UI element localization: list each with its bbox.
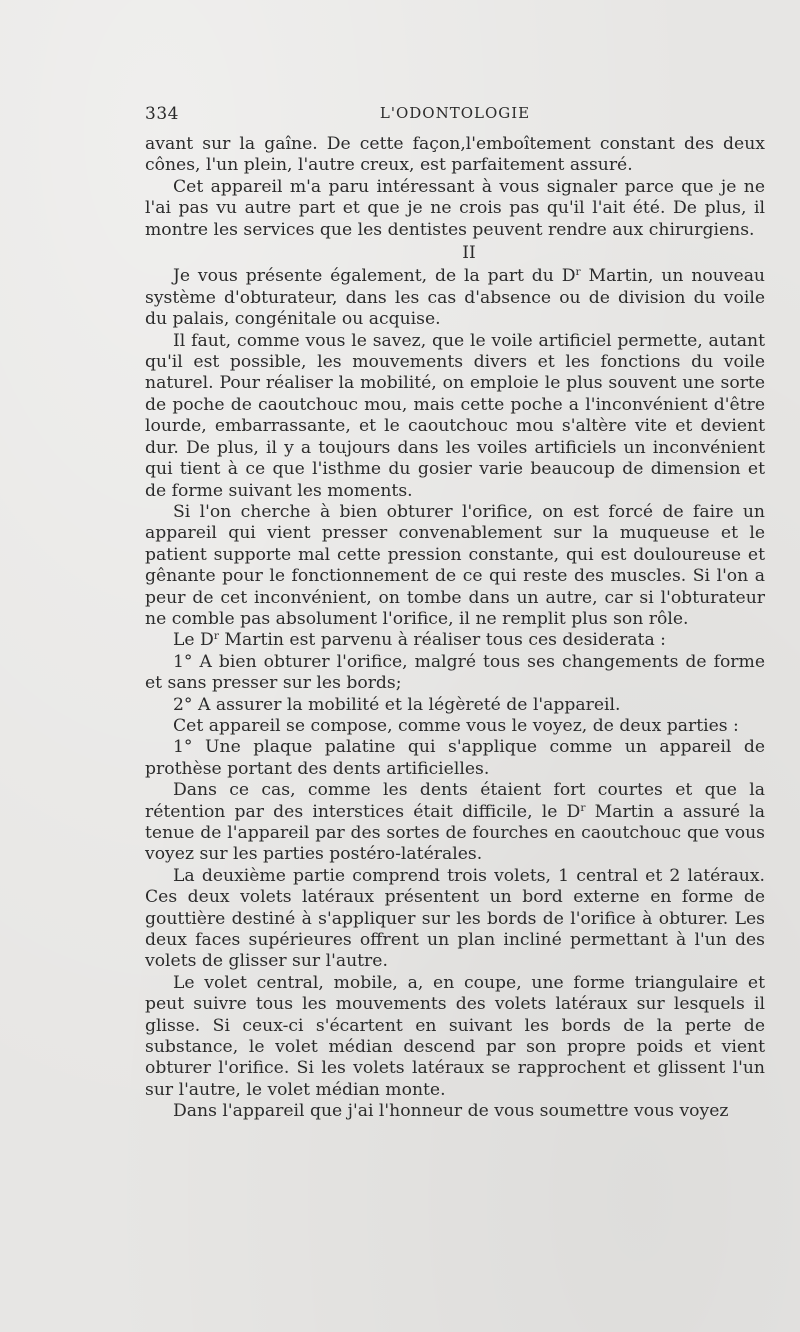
text-run: Dans ce cas, comme les dents étaient fort courtes et que la rétention par des interstices était difficile, le D — [145, 780, 765, 822]
section-numeral: II — [462, 243, 476, 264]
paragraph: avant sur la gaîne. De cette façon,l'emboîtement constant des deux cônes, l'un plein, l'autre creux, est parfaitement assuré. — [145, 134, 765, 176]
paragraph: Dans l'appareil que j'ai l'honneur de vous soumettre vous voyez — [173, 1101, 729, 1122]
superscript: r — [213, 629, 219, 643]
text-run: Martin, un nouveau système d'obturateur, dans les cas d'absence ou de division du voile du palais, congénitale ou acquise. — [145, 266, 766, 330]
paragraph — [145, 630, 765, 651]
superscript: r — [580, 800, 586, 814]
running-title: L'ODONTOLOGIE — [379, 104, 531, 122]
text-run: Martin est parvenu à réaliser tous ces desiderata : — [218, 630, 666, 651]
paragraph: 2° A assurer la mobilité et la légèreté de l'appareil. — [173, 694, 621, 715]
page-header — [145, 104, 765, 128]
paragraph: Cet appareil m'a paru intéressant à vous signaler parce que je ne l'ai pas vu autre part et que je ne crois pas qu'il l'ait été. De plus, il montre les services que les dentistes peuvent rendre aux chirurgiens. — [145, 176, 765, 240]
paragraph: Il faut, comme vous le savez, que le voile artificiel permette, autant qu'il est possible, les mouvements divers et les fonctions du voile naturel. Pour réaliser la mobilité, on emploie le plus souvent une sorte de poche de caoutchouc mou, mais cette poche a l'inconvénient d'être lourde, embarrassante, et le caoutchouc mou s'altère vite et devient dur. De plus, il y a toujours dans les voiles artificiels un inconvénient qui tient à ce que l'isthme du gosier varie beaucoup de dimension et de forme suivant les moments. — [145, 330, 765, 501]
paragraph: La deuxième partie comprend trois volets, 1 central et 2 latéraux. Ces deux volets latéraux présentent un bord externe en forme de gouttière destiné à s'appliquer sur les bords de l'orifice à obturer. Les deux faces supérieures offrent un plan incliné permettant à l'un des volets de glisser sur l'autre. — [145, 865, 765, 972]
paragraph: 1° A bien obturer l'orifice, malgré tous ses changements de forme et sans presser sur les bords; — [145, 651, 765, 694]
body-text — [145, 134, 765, 1123]
paragraph: Cet appareil se compose, comme vous le voyez, de deux parties : — [173, 715, 739, 736]
paragraph — [145, 266, 765, 330]
text-run: Le D — [173, 630, 214, 651]
paragraph: 1° Une plaque palatine qui s'applique comme un appareil de prothèse portant des dents artificielles. — [145, 737, 765, 779]
text-run: Martin a assuré la tenue de l'appareil par des sortes de fourches en caoutchouc que vous voyez sur les parties postéro-latérales. — [145, 801, 765, 865]
paragraph: Le volet central, mobile, a, en coupe, une forme triangulaire et peut suivre tous les mouvements des volets latéraux sur lesquels il glisse. Si ceux-ci s'écartent en suivant les bords de la perte de substance, le volet médian descend par son propre poids et vient obturer l'orifice. Si les volets latéraux se rapprochent et glissent l'un sur l'autre, le volet médian monte. — [145, 972, 765, 1100]
text-run: Je vous présente également, de la part du D — [173, 266, 576, 287]
paragraph: Si l'on cherche à bien obturer l'orifice, on est forcé de faire un appareil qui vient presser convenablement sur la muqueuse et le patient supporte mal cette pression constante, qui est douloureuse et gênante pour le fonctionnement de ce qui reste des muscles. Si l'on a peur de cet inconvénient, on tombe dans un autre, car si l'obturateur ne comble pas absolument l'orifice, il ne remplit plus son rôle. — [145, 501, 765, 629]
paragraph — [145, 780, 765, 866]
page-number: 334 — [145, 104, 179, 124]
superscript: r — [575, 265, 581, 279]
